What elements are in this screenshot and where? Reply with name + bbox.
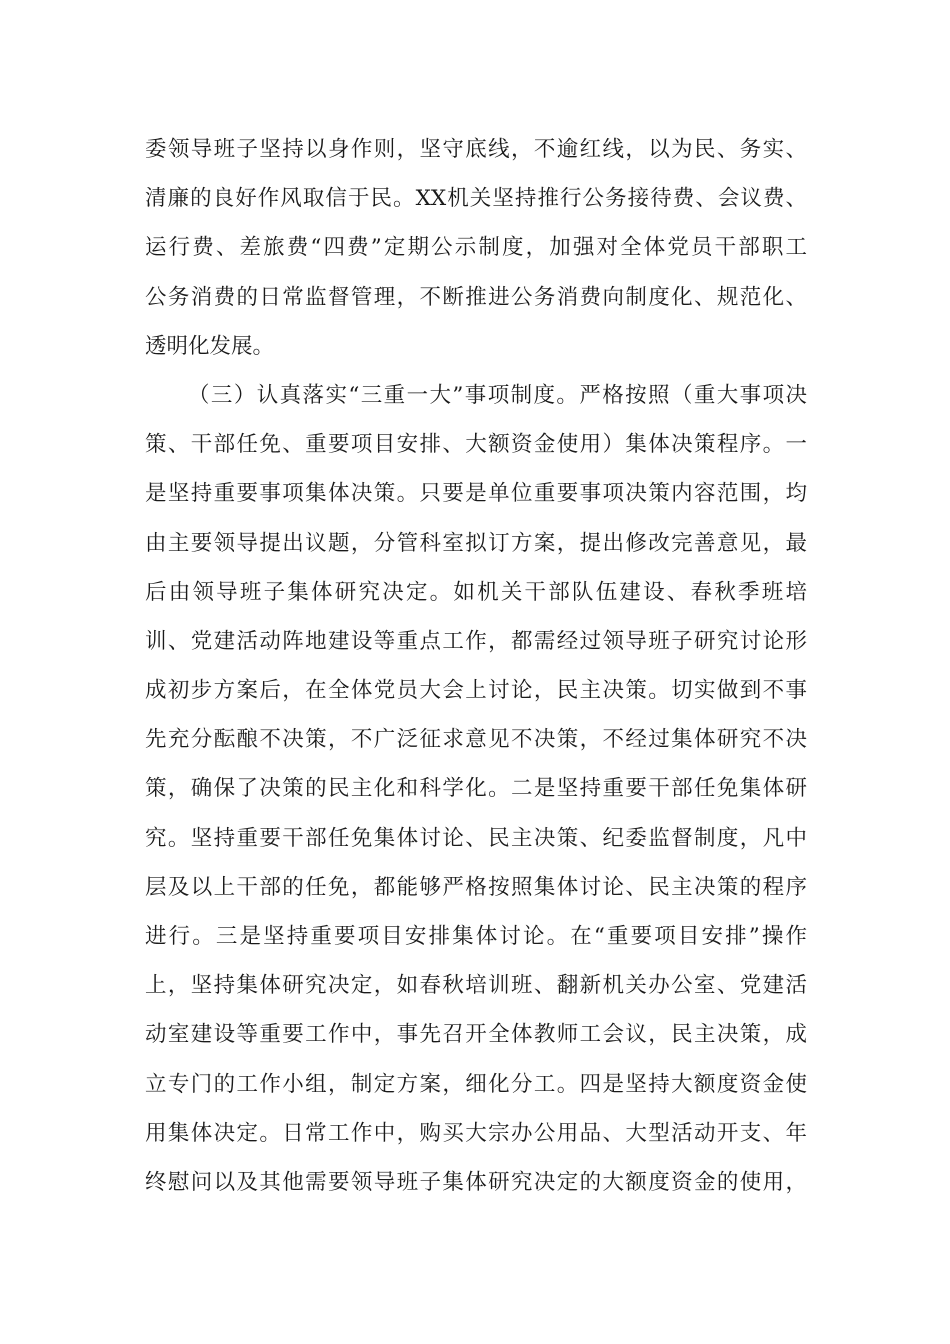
text-line: 动室建设等重要工作中，事先召开全体教师工会议，民主决策，成 xyxy=(145,1022,807,1048)
text-line: 策，确保了决策的民主化和科学化。二是坚持重要干部任免集体研 xyxy=(145,776,807,802)
text-line: 策、干部任免、重要项目安排、大额资金使用）集体决策程序。一 xyxy=(145,432,807,458)
text-line: 透明化发展。 xyxy=(145,333,275,359)
text-line: 立专门的工作小组，制定方案，细化分工。四是坚持大额度资金使 xyxy=(145,1071,807,1097)
text-line: 进行。三是坚持重要项目安排集体讨论。在“重要项目安排”操作 xyxy=(145,924,807,949)
text-line: 上，坚持集体研究决定，如春秋培训班、翻新机关办公室、党建活 xyxy=(145,973,807,999)
text-line: 由主要领导提出议题，分管科室拟订方案，提出修改完善意见，最 xyxy=(145,530,807,556)
text-line: 训、党建活动阵地建设等重点工作，都需经过领导班子研究讨论形 xyxy=(145,628,807,654)
text-line: 运行费、差旅费“四费”定期公示制度，加强对全体党员干部职工 xyxy=(145,235,807,261)
text-line: 公务消费的日常监督管理，不断推进公务消费向制度化、规范化、 xyxy=(145,284,807,310)
text-line: 是坚持重要事项集体决策。只要是单位重要事项决策内容范围，均 xyxy=(145,481,807,507)
text-line: 清廉的良好作风取信于民。XX机关坚持推行公务接待费、会议费、 xyxy=(145,186,807,212)
text-line: 先充分酝酿不决策，不广泛征求意见不决策，不经过集体研究不决 xyxy=(145,727,807,753)
section-heading-line: （三）认真落实“三重一大”事项制度。严格按照（重大事项决 xyxy=(188,382,807,408)
text-line: 终慰问以及其他需要领导班子集体研究决定的大额度资金的使用， xyxy=(145,1169,807,1195)
text-line: 后由领导班子集体研究决定。如机关干部队伍建设、春秋季班培 xyxy=(145,579,807,605)
text-line: 用集体决定。日常工作中，购买大宗办公用品、大型活动开支、年 xyxy=(145,1120,807,1146)
text-line: 成初步方案后，在全体党员大会上讨论，民主决策。切实做到不事 xyxy=(145,678,807,704)
text-line: 委领导班子坚持以身作则，坚守底线，不逾红线，以为民、务实、 xyxy=(145,137,807,162)
text-line: 层及以上干部的任免，都能够严格按照集体讨论、民主决策的程序 xyxy=(145,874,807,900)
text-line: 究。坚持重要干部任免集体讨论、民主决策、纪委监督制度，凡中 xyxy=(145,825,807,851)
document-body xyxy=(145,125,807,1207)
